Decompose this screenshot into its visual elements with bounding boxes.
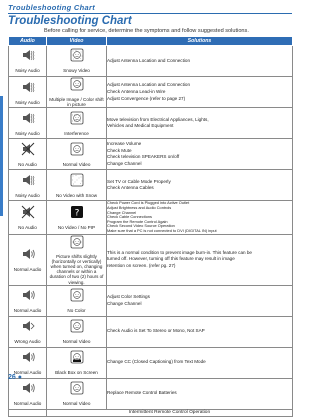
- table-row: [9, 139, 293, 170]
- video-symptom-cell: [47, 139, 107, 170]
- audio-symptom-label: No Audio: [18, 161, 37, 167]
- audio-symptom-cell: [9, 170, 47, 201]
- no-video-snow-icon: [70, 173, 84, 187]
- table-row: [9, 234, 293, 285]
- solutions-cell: [107, 46, 293, 77]
- video-symptom-cell: [47, 201, 107, 234]
- table-row: [9, 108, 293, 139]
- video-symptom-label: Multiple Image / Color shift in picture: [49, 97, 104, 108]
- solution-item: Program the Remote Control Again: [107, 218, 168, 224]
- solution-item: Check Second Video Source Operation: [107, 223, 175, 229]
- solutions-cell: [107, 108, 293, 139]
- solutions-cell: [107, 285, 293, 316]
- solutions-cell: [107, 234, 293, 285]
- no-audio-icon: [21, 142, 35, 156]
- header-rule: [8, 13, 292, 14]
- audio-symptom-label: Wrong Audio: [14, 339, 41, 345]
- no-audio-icon: [21, 205, 35, 219]
- solution-item: Vehicles and Medical Equipment: [107, 123, 174, 129]
- video-symptom-label: Normal Video: [62, 401, 91, 407]
- video-symptom-label: Snowy Video: [63, 68, 90, 74]
- normal-audio-icon: [21, 247, 35, 261]
- video-column-header: Video: [47, 37, 107, 46]
- solution-item: Adjust Antenna Location and Connection: [107, 57, 191, 63]
- audio-symptom-label: Noisy Audio: [15, 68, 40, 74]
- solutions-cell: [107, 347, 293, 378]
- normal-video-icon: [70, 319, 84, 333]
- solution-item: Change Channel: [107, 300, 142, 306]
- solutions-cell: [107, 170, 293, 201]
- solutions-cell: [107, 77, 293, 108]
- audio-symptom-label: Normal Audio: [13, 370, 42, 376]
- video-symptom-label: Normal Video: [62, 339, 91, 345]
- audio-symptom-label: Noisy Audio: [15, 130, 40, 136]
- audio-symptom-label: Normal Audio: [13, 308, 42, 314]
- running-title: Troubleshooting Chart: [8, 3, 95, 12]
- video-symptom-cell: [47, 46, 107, 77]
- video-symptom-label: Interference: [64, 130, 89, 136]
- svg-text:?: ?: [74, 208, 79, 219]
- solution-item: retention on screen. (refer pg. 27): [107, 262, 176, 268]
- solution-item: Check Audio is Set To Stereo or Mono, Not SAP: [107, 328, 205, 334]
- audio-symptom-label: Normal Audio: [13, 267, 42, 273]
- solution-item: Adjust Antenna Location and Connection: [107, 82, 191, 88]
- solution-item: Check Antenna Cables: [107, 185, 154, 191]
- solution-item: Check Cable Connections: [107, 214, 152, 220]
- snowy-video-icon: [70, 48, 84, 62]
- audio-symptom-label: Normal Audio: [13, 401, 42, 407]
- audio-symptom-cell: [9, 46, 47, 77]
- solution-item: Adjust Color Settings: [107, 294, 150, 300]
- intro-text: Before calling for service, determine the symptoms and follow suggested solutions.: [44, 28, 249, 34]
- video-symptom-label: Picture shifts slightly (horizontally or vertically) when turned on, changing channels or within a duration of two (2) hours of viewing.: [49, 253, 104, 285]
- normal-audio-icon: [21, 350, 35, 364]
- solutions-column-header: Solutions: [107, 37, 293, 46]
- solution-item: Increase Volume: [107, 141, 142, 147]
- table-row: [9, 77, 293, 108]
- troubleshooting-table: [8, 36, 293, 417]
- noisy-audio-icon: [21, 80, 35, 94]
- video-symptom-label: No Video with Snow: [55, 192, 98, 198]
- black-box-icon: [70, 350, 84, 364]
- video-symptom-label: Normal Video: [62, 161, 91, 167]
- solution-item: Set TV or Cable Mode Properly: [107, 178, 171, 184]
- solution-item: Change Channel: [107, 161, 142, 166]
- video-symptom-cell: [47, 234, 107, 285]
- solutions-cell: [107, 378, 293, 409]
- video-symptom-label: No Video / No PIP: [57, 224, 96, 230]
- table-row: [9, 285, 293, 316]
- normal-video-icon: [70, 381, 84, 395]
- video-symptom-label: Black Box on Screen: [55, 370, 98, 376]
- solution-item: Change Channel: [107, 209, 137, 215]
- normal-audio-icon: [21, 381, 35, 395]
- audio-column-header: Audio: [9, 37, 47, 46]
- multiple-image-icon: [70, 77, 84, 91]
- video-symptom-cell: [47, 316, 107, 347]
- page-title: Troubleshooting Chart: [8, 15, 132, 27]
- solution-item: This is a normal condition to prevent image burn-in. This feature can be: [107, 249, 252, 255]
- solution-item: Move television from Electrical Appliances, Lights,: [107, 116, 209, 122]
- solution-item: Make sure that a PC is not connected to DVI (DIGITAL IN) input: [107, 227, 217, 233]
- noisy-audio-icon: [21, 48, 35, 62]
- audio-symptom-cell: [9, 316, 47, 347]
- solution-item: Check Mute: [107, 147, 132, 153]
- solutions-cell: [107, 316, 293, 347]
- table-row: [9, 201, 293, 234]
- solution-item: Change CC (Closed Captioning) from Text Mode: [107, 359, 206, 365]
- solution-item: Check television SPEAKERS on/off: [107, 154, 180, 160]
- solution-item: Check Antenna Lead-in Wire: [107, 88, 166, 94]
- video-symptom-cell: [47, 77, 107, 108]
- audio-symptom-cell: [9, 108, 47, 139]
- noisy-audio-icon: [21, 111, 35, 125]
- audio-symptom-cell: [9, 201, 47, 234]
- video-symptom-cell: [47, 285, 107, 316]
- audio-symptom-label: Noisy Audio: [15, 192, 40, 198]
- table-row: [9, 347, 293, 378]
- audio-symptom-cell: [9, 285, 47, 316]
- wrong-audio-icon: [21, 319, 35, 333]
- no-video-question-icon: [70, 205, 84, 219]
- video-symptom-label: No Color: [67, 308, 86, 314]
- picture-shift-icon: [70, 235, 84, 249]
- table-row: [9, 46, 293, 77]
- solution-item: Adjust Brightness and Audio Controls: [107, 205, 172, 210]
- solutions-cell: [107, 201, 293, 234]
- interference-icon: [70, 111, 84, 125]
- audio-symptom-cell: [9, 378, 47, 409]
- normal-audio-icon: [21, 288, 35, 302]
- table-row: [9, 316, 293, 347]
- audio-symptom-cell: [9, 77, 47, 108]
- noisy-audio-icon: [21, 173, 35, 187]
- audio-symptom-cell: [9, 139, 47, 170]
- no-color-icon: [70, 288, 84, 302]
- normal-video-icon: [70, 142, 84, 156]
- table-row: [9, 378, 293, 409]
- solution-item: turned off. However, turning off this feature may result in image: [107, 256, 235, 262]
- table-row: [9, 170, 293, 201]
- video-symptom-cell: [47, 108, 107, 139]
- table-header-row: [9, 37, 293, 46]
- edge-tab: [0, 96, 3, 216]
- video-symptom-cell: [47, 347, 107, 378]
- page-number: 26 ●: [8, 374, 22, 381]
- video-symptom-cell: [47, 170, 107, 201]
- audio-symptom-label: No Audio: [18, 224, 37, 230]
- footnote: Intermittent Remote Control Operation: [47, 409, 293, 416]
- solution-item: Adjust Convergence (refer to page 27): [107, 95, 186, 101]
- video-symptom-cell: [47, 378, 107, 409]
- solutions-cell: [107, 139, 293, 170]
- solution-item: Check Power Cord is Plugged into Active Outlet: [107, 200, 190, 206]
- solution-item: Replace Remote Control Batteries: [107, 390, 177, 396]
- audio-symptom-label: Noisy Audio: [15, 99, 40, 105]
- audio-symptom-cell: [9, 234, 47, 285]
